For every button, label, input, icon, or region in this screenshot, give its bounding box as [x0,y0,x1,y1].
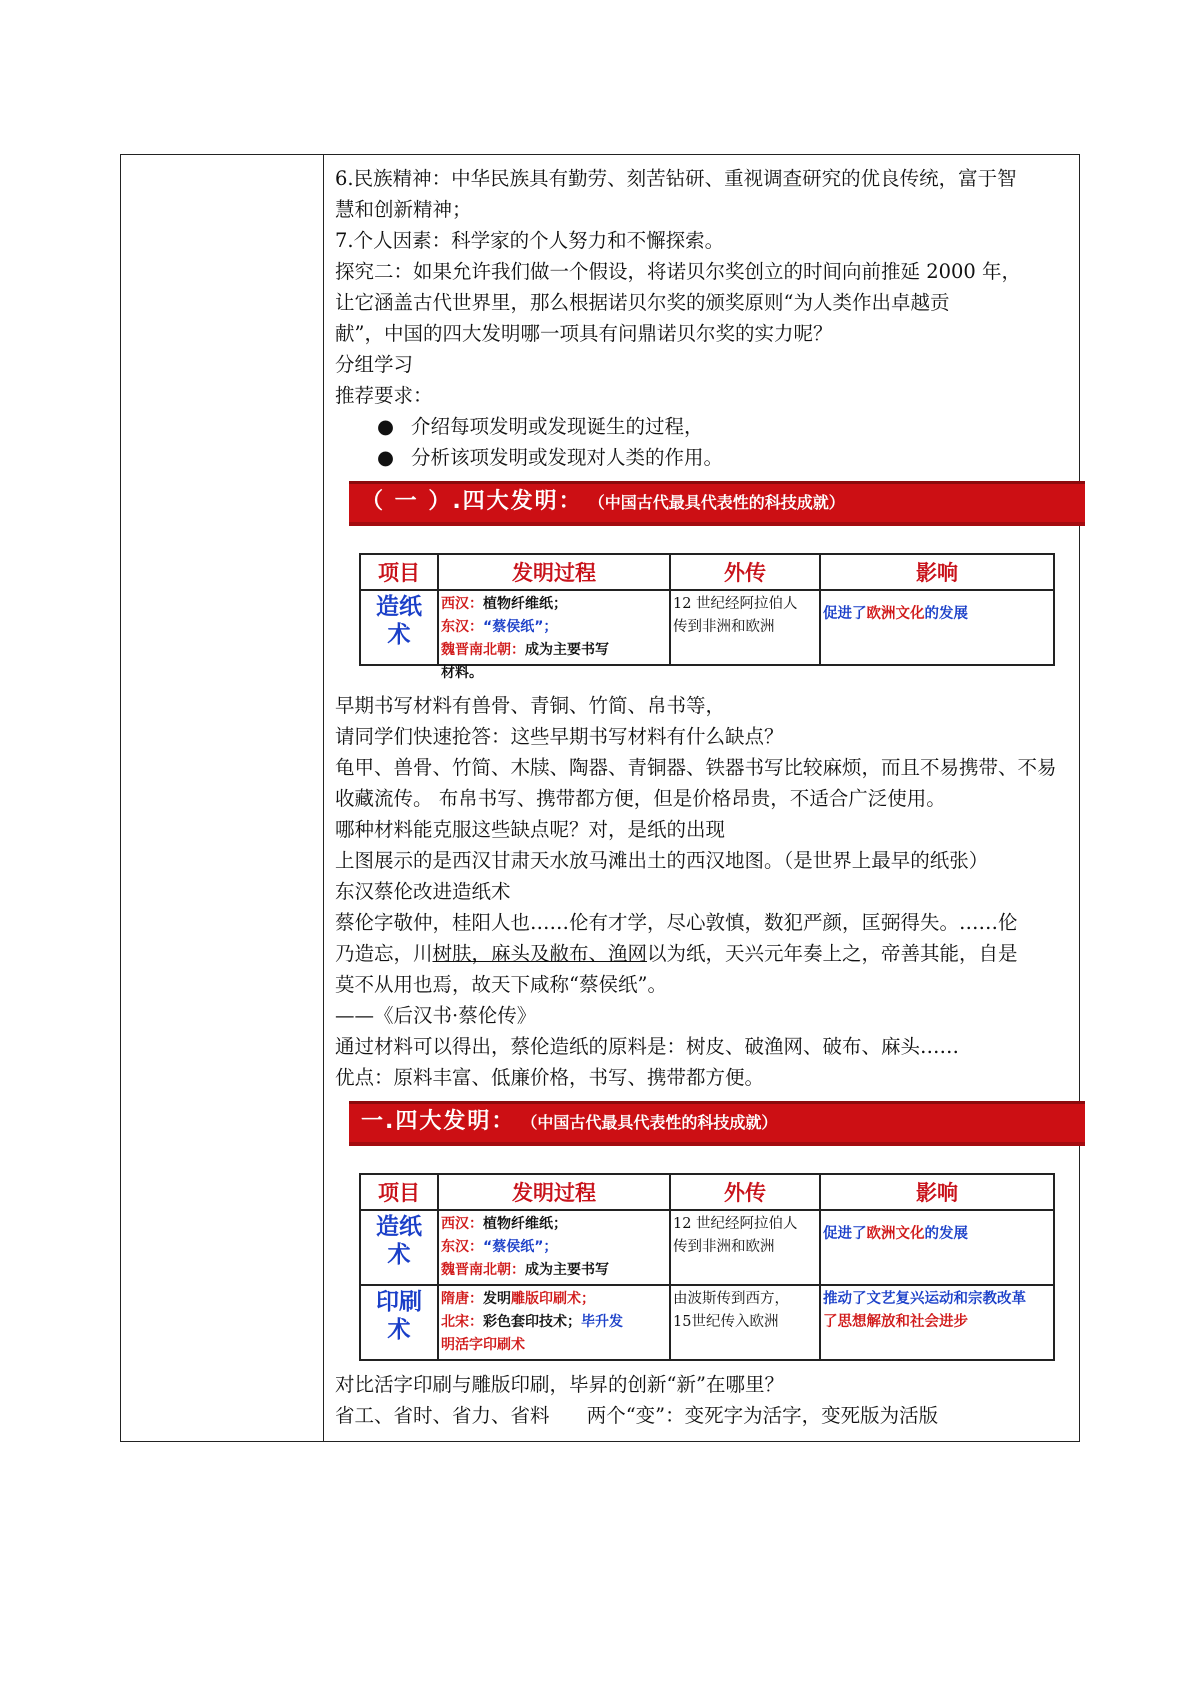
table-row-label: 造纸 术 [360,1210,438,1285]
header-process: 发明过程 [438,1174,670,1210]
process-cell: 西汉：植物纤维纸； 东汉：“蔡侯纸”； 魏晋南北朝：成为主要书写 [438,1210,670,1285]
banner-subtitle: （中国古代最具代表性的科技成就） [596,493,845,512]
impact-cell: 推动了文艺复兴运动和宗教改革 了思想解放和社会进步 [820,1285,1054,1360]
banner-subtitle: （中国古代最具代表性的科技成就） [529,1113,778,1132]
impact-cell: 促进了欧洲文化的发展 [820,1210,1054,1285]
bullet-icon: ● [377,415,395,438]
banner-title: （ 一 ）.四大发明： [361,489,583,514]
text-line: 探究二：如果允许我们做一个假设，将诺贝尔奖创立的时间向前推延 2000 年， [335,260,1022,283]
document-table [120,154,1080,1442]
text-line: 让它涵盖古代世界里，那么根据诺贝尔奖的颁奖原则“为人类作出卓越贡 [335,291,950,314]
bullet-item: ● 分析该项发明或发现对人类的作用。 [335,442,1075,473]
text-line: 7.个人因素：科学家的个人努力和不懈探索。 [335,229,725,252]
header-spread: 外传 [670,1174,820,1210]
text-line: 推荐要求： [335,384,433,407]
text-line: 龟甲、兽骨、竹简、木牍、陶器、青铜器、铁器书写比较麻烦，而且不易携带、不易 [335,756,1057,779]
text-line: 通过材料可以得出，蔡伦造纸的原料是：树皮、破渔网、破布、麻头…… [335,1035,960,1058]
header-spread: 外传 [670,554,820,590]
text-line: 哪种材料能克服这些缺点呢？对，是纸的出现 [335,818,726,841]
text-line: 上图展示的是西汉甘肃天水放马滩出土的西汉地图。（是世界上最早的纸张） [335,849,989,872]
table-row-label: 印刷 术 [360,1285,438,1360]
text-line: 优点：原料丰富、低廉价格，书写、携带都方便。 [335,1066,765,1089]
text-line: 早期书写材料有兽骨、青铜、竹简、帛书等， [335,694,726,717]
process-cell: 隋唐：发明雕版印刷术； 北宋：彩色套印技术；毕升发 明活字印刷术 [438,1285,670,1360]
section-banner [349,481,1085,521]
text-line: 蔡伦字敬仲，桂阳人也……伦有才学，尽心敦慎，数犯严颜，匡弼得失。……伦 [335,911,1018,934]
table-row-label: 造纸 术 [360,590,438,665]
text-line: 莫不从用也焉，故天下咸称“蔡侯纸”。 [335,973,667,996]
process-cell: 西汉：植物纤维纸； 东汉：“蔡侯纸”； 魏晋南北朝：成为主要书写 材料。 [438,590,670,665]
inventions-table [359,553,1055,681]
header-impact: 影响 [820,1174,1054,1210]
text-line: 分组学习 [335,353,414,376]
spread-cell: 12 世纪经阿拉伯人 传到非洲和欧洲 [670,1210,820,1285]
text-line: ——《后汉书·蔡伦传》 [335,1004,537,1027]
text-line: 乃造忘，川树肤，麻头及敝布、渔网以为纸，天兴元年奏上之，帝善其能，自是 [335,942,1018,965]
banner-title: 一.四大发明： [361,1109,516,1134]
text-line: 收藏流传。 布帛书写、携带都方便，但是价格昂贵，不适合广泛使用。 [335,787,946,810]
text-line: 请同学们快速抢答：这些早期书写材料有什么缺点？ [335,725,784,748]
text-line: 对比活字印刷与雕版印刷，毕昇的创新“新”在哪里？ [335,1373,784,1396]
text-line: 6.民族精神：中华民族具有勤劳、刻苦钻研、重视调查研究的优良传统，富于智 [335,167,1017,190]
bullet-icon: ● [377,446,395,469]
impact-cell: 促进了欧洲文化的发展 [820,590,1054,665]
spread-cell: 由波斯传到西方， 15世纪传入欧洲 [670,1285,820,1360]
text-line: 献”，中国的四大发明哪一项具有问鼎诺贝尔奖的实力呢？ [335,322,833,345]
text-line: 省工、省时、省力、省料 两个“变”：变死字为活字，变死版为活版 [335,1404,939,1427]
text-line: 慧和创新精神； [335,198,472,221]
header-impact: 影响 [820,554,1054,590]
bullet-item: ● 介绍每项发明或发现诞生的过程， [335,411,1075,442]
spread-cell: 12 世纪经阿拉伯人 传到非洲和欧洲 [670,590,820,665]
inventions-table [359,1173,1055,1361]
header-item: 项目 [360,1174,438,1210]
left-column [121,155,324,1441]
header-process: 发明过程 [438,554,670,590]
section-banner [349,1101,1085,1141]
content-column [335,155,1075,1431]
text-line: 东汉蔡伦改进造纸术 [335,880,511,903]
header-item: 项目 [360,554,438,590]
